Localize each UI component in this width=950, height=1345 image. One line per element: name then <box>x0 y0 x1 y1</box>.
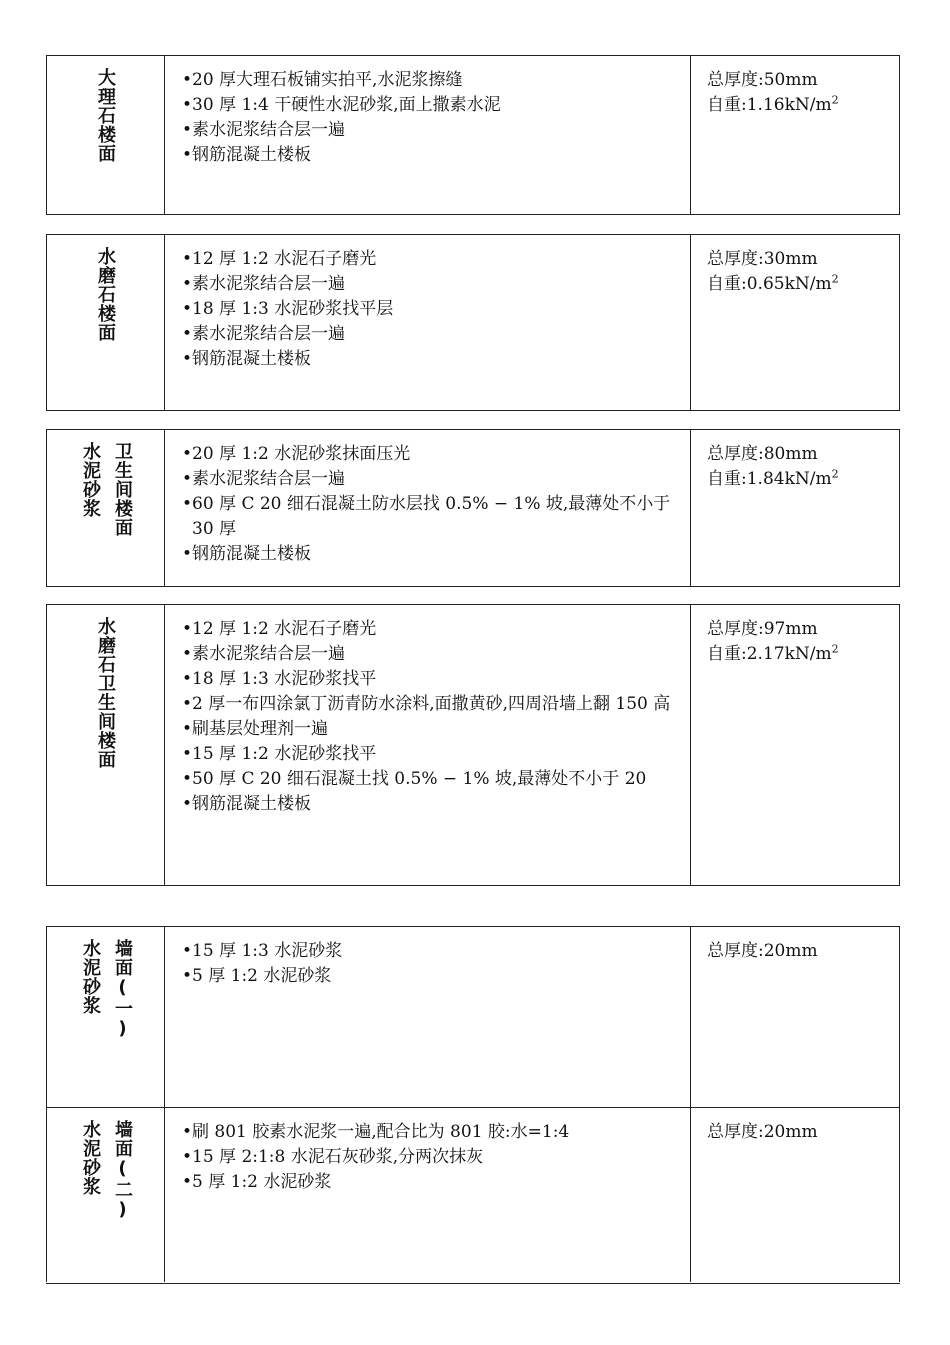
layer-item: • 素水泥浆结合层一遍 <box>182 272 680 297</box>
total-thickness: 总厚度:97mm <box>707 619 818 639</box>
row-title: 大理石楼面 <box>95 68 116 163</box>
layer-list <box>182 939 680 989</box>
spec-row <box>46 56 900 214</box>
floor-block-mortar-washroom <box>46 429 900 587</box>
layer-item: • 12 厚 1:2 水泥石子磨光 <box>182 617 680 642</box>
name-cell <box>46 56 164 214</box>
layer-item: • 素水泥浆结合层一遍 <box>182 118 680 143</box>
spec-row <box>46 430 900 586</box>
layer-list <box>182 1120 680 1195</box>
row-title-material: 水泥砂浆 <box>80 442 101 518</box>
row-title: 墙面(二) <box>112 1120 133 1221</box>
layer-item: • 15 厚 1:3 水泥砂浆 <box>182 939 680 964</box>
layer-item: • 钢筋混凝土楼板 <box>182 542 680 567</box>
layer-item: • 5 厚 1:2 水泥砂浆 <box>182 964 680 989</box>
self-weight: 自重$:2.17kN/m^2$ <box>707 642 839 664</box>
row-title-material: 水泥砂浆 <box>80 1120 101 1196</box>
row-title: 水磨石卫生间楼面 <box>95 617 116 769</box>
layer-item: • 5 厚 1:2 水泥砂浆 <box>182 1170 680 1195</box>
layers-cell <box>164 56 690 214</box>
layer-item: • 20 厚大理石板铺实拍平,水泥浆擦缝 <box>182 68 680 93</box>
layer-list <box>182 247 680 372</box>
total-thickness: 总厚度:20mm <box>707 941 818 961</box>
layer-item: • 18 厚 1:3 水泥砂浆找平 <box>182 667 680 692</box>
self-weight: 自重$:1.84kN/m^2$ <box>707 467 839 489</box>
layer-item: • 钢筋混凝土楼板 <box>182 792 680 817</box>
total-thickness: 总厚度:30mm <box>707 249 818 269</box>
self-weight: 自重$:0.65kN/m^2$ <box>707 272 839 294</box>
layers-cell <box>164 605 690 885</box>
layer-item: • 18 厚 1:3 水泥砂浆找平层 <box>182 297 680 322</box>
spec-row <box>46 605 900 885</box>
spec-cell <box>690 927 900 1107</box>
self-weight: 自重$:1.16kN/m^2$ <box>707 93 839 115</box>
total-thickness: 总厚度:20mm <box>707 1122 818 1142</box>
name-cell <box>46 235 164 410</box>
spec-cell <box>690 56 900 214</box>
layer-item: • 素水泥浆结合层一遍 <box>182 467 680 492</box>
layer-item: • 2 厚一布四涂氯丁沥青防水涂料,面撒黄砂,四周沿墙上翻 150 高 <box>182 692 680 717</box>
row-title: 水磨石楼面 <box>95 247 116 342</box>
total-thickness: 总厚度:50mm <box>707 70 818 90</box>
layer-item: • 30 厚 1:4 干硬性水泥砂浆,面上撒素水泥 <box>182 93 680 118</box>
row-title-material: 水泥砂浆 <box>80 939 101 1015</box>
layer-item: • 刷基层处理剂一遍 <box>182 717 680 742</box>
name-cell <box>46 430 164 586</box>
layer-item: • 50 厚 C 20 细石混凝土找 0.5% − 1% 坡,最薄处不小于 20 <box>182 767 680 792</box>
layer-list <box>182 442 680 567</box>
layer-item: • 刷 801 胶素水泥浆一遍,配合比为 801 胶:水=1:4 <box>182 1120 680 1145</box>
layer-item: • 素水泥浆结合层一遍 <box>182 322 680 347</box>
total-thickness: 总厚度:80mm <box>707 444 818 464</box>
spec-cell <box>690 605 900 885</box>
spec-row <box>46 1107 900 1282</box>
floor-block-terrazzo <box>46 234 900 411</box>
layer-item: • 钢筋混凝土楼板 <box>182 143 680 168</box>
wall-block <box>46 926 900 1284</box>
layers-cell <box>164 430 690 586</box>
spec-cell <box>690 235 900 410</box>
layer-item: • 15 厚 2:1:8 水泥石灰砂浆,分两次抹灰 <box>182 1145 680 1170</box>
layers-cell <box>164 1108 690 1282</box>
layer-item: • 15 厚 1:2 水泥砂浆找平 <box>182 742 680 767</box>
layer-item: • 素水泥浆结合层一遍 <box>182 642 680 667</box>
layer-list <box>182 617 680 817</box>
row-title: 卫生间楼面 <box>112 442 133 537</box>
layer-item: • 60 厚 C 20 细石混凝土防水层找 0.5% − 1% 坡,最薄处不小于 30 厚 <box>182 492 680 542</box>
name-cell <box>46 1108 164 1282</box>
name-cell <box>46 927 164 1107</box>
spec-row <box>46 235 900 410</box>
layer-list <box>182 68 680 168</box>
spec-row <box>46 927 900 1107</box>
layers-cell <box>164 235 690 410</box>
layers-cell <box>164 927 690 1107</box>
spec-cell <box>690 1108 900 1282</box>
floor-block-terrazzo-washroom <box>46 604 900 886</box>
floor-block-marble <box>46 55 900 215</box>
layer-item: • 12 厚 1:2 水泥石子磨光 <box>182 247 680 272</box>
spec-cell <box>690 430 900 586</box>
name-cell <box>46 605 164 885</box>
row-title: 墙面(一) <box>112 939 133 1040</box>
layer-item: • 钢筋混凝土楼板 <box>182 347 680 372</box>
layer-item: • 20 厚 1:2 水泥砂浆抹面压光 <box>182 442 680 467</box>
